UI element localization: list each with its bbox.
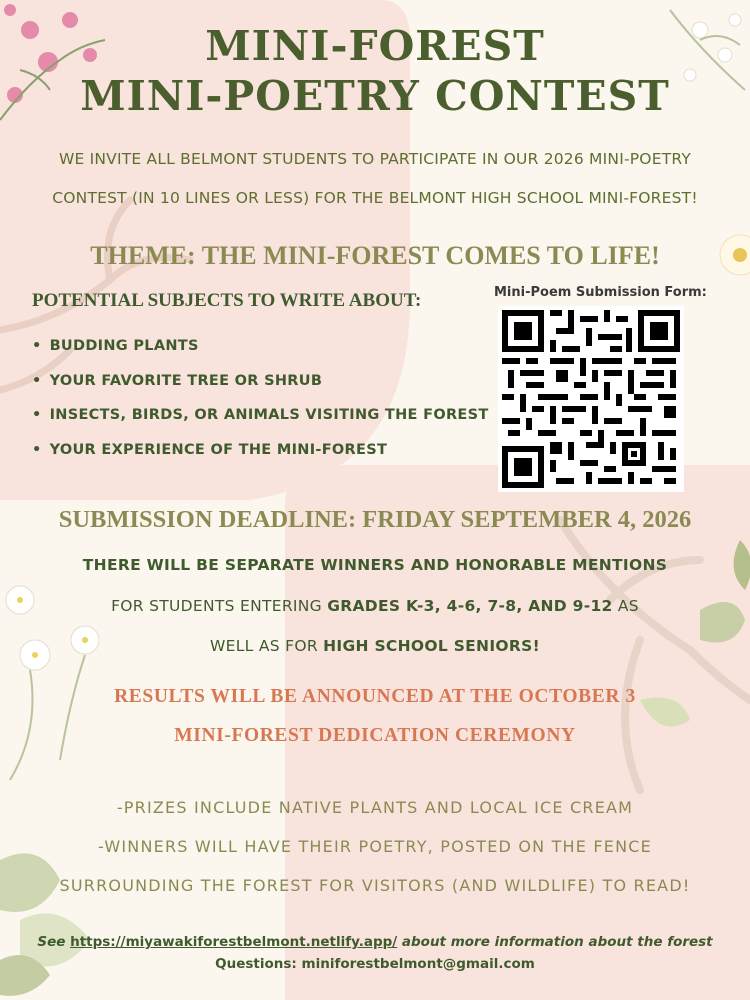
prize-line-3: SURROUNDING THE FOREST FOR VISITORS (AND WILDLIFE) TO READ! — [59, 876, 691, 895]
title-line-2: MINI-POETRY CONTEST — [80, 72, 670, 120]
footer-info: See https://miyawakiforestbelmont.netlify.app/ about more information about the forest — [37, 934, 713, 950]
theme-heading: THEME: THE MINI-FOREST COMES TO LIFE! — [90, 241, 660, 270]
subject-item: • YOUR FAVORITE TREE OR SHRUB — [32, 373, 323, 389]
results-line-1: RESULTS WILL BE ANNOUNCED AT THE OCTOBER 3 — [114, 686, 636, 707]
deadline-heading: SUBMISSION DEADLINE: FRIDAY SEPTEMBER 4, 2026 — [58, 506, 692, 533]
results-line-2: MINI-FOREST DEDICATION CEREMONY — [174, 725, 576, 746]
intro-line-2: CONTEST (IN 10 LINES OR LESS) FOR THE BELMONT HIGH SCHOOL MINI-FOREST! — [52, 189, 698, 207]
subjects-heading: POTENTIAL SUBJECTS TO WRITE ABOUT: — [32, 290, 422, 311]
qr-code-image[interactable] — [498, 306, 684, 492]
footer-questions: Questions: miniforestbelmont@gmail.com — [215, 956, 535, 972]
subject-item: • YOUR EXPERIENCE OF THE MINI-FOREST — [32, 442, 388, 458]
prize-line-2: -WINNERS WILL HAVE THEIR POETRY, POSTED ON THE FENCE — [98, 837, 652, 856]
qr-label: Mini-Poem Submission Form: — [494, 285, 707, 300]
winners-line-2: FOR STUDENTS ENTERING GRADES K-3, 4-6, 7-8, AND 9-12 AS — [111, 597, 639, 615]
title-line-1: MINI-FOREST — [205, 22, 545, 70]
intro-line-1: WE INVITE ALL BELMONT STUDENTS TO PARTICIPATE IN OUR 2026 MINI-POETRY — [58, 150, 692, 168]
prize-line-1: -PRIZES INCLUDE NATIVE PLANTS AND LOCAL ICE CREAM — [116, 798, 634, 817]
winners-line-3: WELL AS FOR HIGH SCHOOL SENIORS! — [210, 637, 540, 655]
winners-line-1: THERE WILL BE SEPARATE WINNERS AND HONORABLE MENTIONS — [82, 556, 668, 574]
website-link[interactable]: https://miyawakiforestbelmont.netlify.app/ — [70, 934, 398, 950]
subject-item: • INSECTS, BIRDS, OR ANIMALS VISITING THE FOREST — [32, 407, 489, 423]
subject-item: • BUDDING PLANTS — [32, 338, 199, 354]
